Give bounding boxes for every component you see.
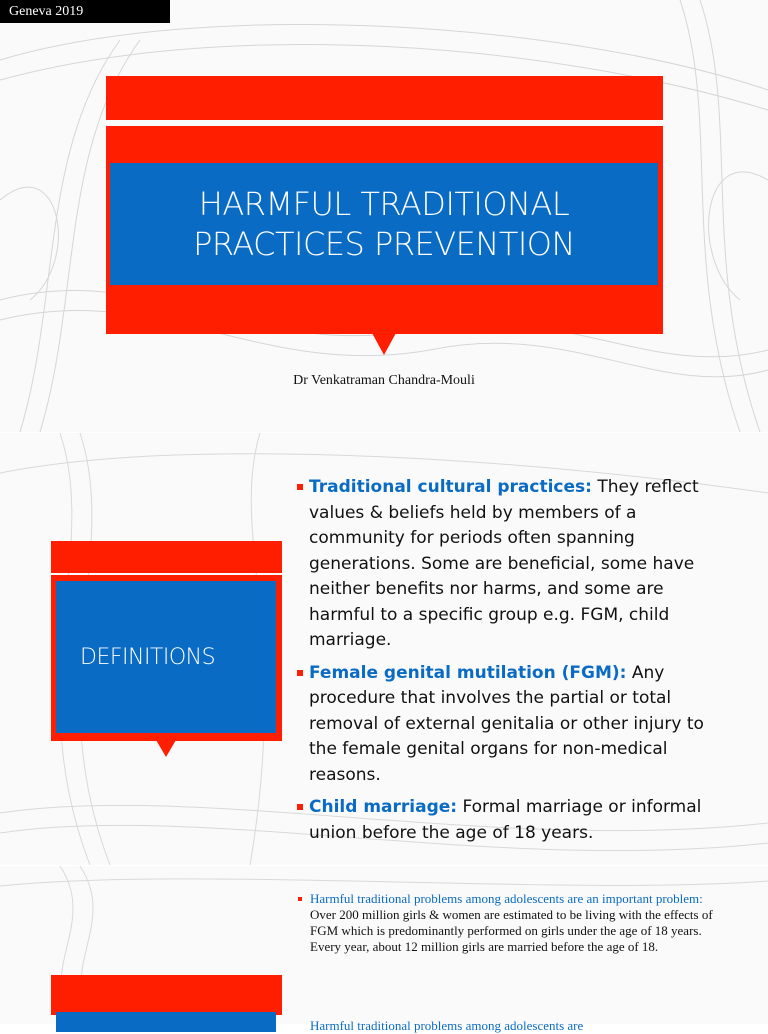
definitions-list (296, 475, 712, 853)
list-item (298, 891, 718, 955)
red-header-bar (106, 76, 663, 120)
red-header-bar (51, 541, 282, 573)
definition-text: Any procedure that involves the partial or total removal of external genitalia or other injury to the female genital organs for non-medical reasons. (309, 662, 704, 785)
definitions-slide (0, 433, 768, 865)
definition-term: Traditional cultural practices: (309, 477, 592, 497)
section-heading: DEFINITIONS (80, 644, 216, 670)
callout-pointer (156, 740, 176, 757)
slide-title: HARMFUL TRADITIONAL PRACTICES PREVENTION (193, 185, 575, 263)
definition-term: Female genital mutilation (FGM): (309, 662, 627, 683)
statistic-text: Over 200 million girls & women are estimated to be living with the effects of FGM which is predominantly performed on girls under the age of 18 years. Every year, about 12 million girls are married before the age of 18. (310, 907, 713, 954)
next-line-text: Harmful traditional problems among adolescents are (310, 1018, 584, 1033)
heading-box (56, 581, 276, 733)
statistics-list (298, 891, 718, 955)
statistic-term: Harmful traditional problems among adolescents are an important problem: (310, 891, 703, 906)
author-name: Dr Venkatraman Chandra-Mouli (293, 373, 475, 388)
definition-text: They reflect values & beliefs held by members of a community for periods often spanning generations. Some are beneficial, some have neither benefits nor harms, and some are harmful to a specific group e.g. FGM, child marriage. (309, 477, 699, 650)
callout-pointer (372, 333, 396, 355)
title-box (110, 163, 658, 285)
list-item (296, 795, 712, 846)
list-item (296, 475, 712, 654)
title-slide (0, 0, 768, 432)
conference-tag: Geneva 2019 (0, 0, 170, 23)
definition-term: Child marriage: (309, 797, 458, 817)
list-item (296, 661, 712, 789)
definition-text: Formal marriage or informal union before the age of 18 years. (309, 797, 702, 843)
red-header-bar (51, 975, 282, 1015)
heading-box (56, 1012, 276, 1032)
statistics-slide (0, 866, 768, 1033)
